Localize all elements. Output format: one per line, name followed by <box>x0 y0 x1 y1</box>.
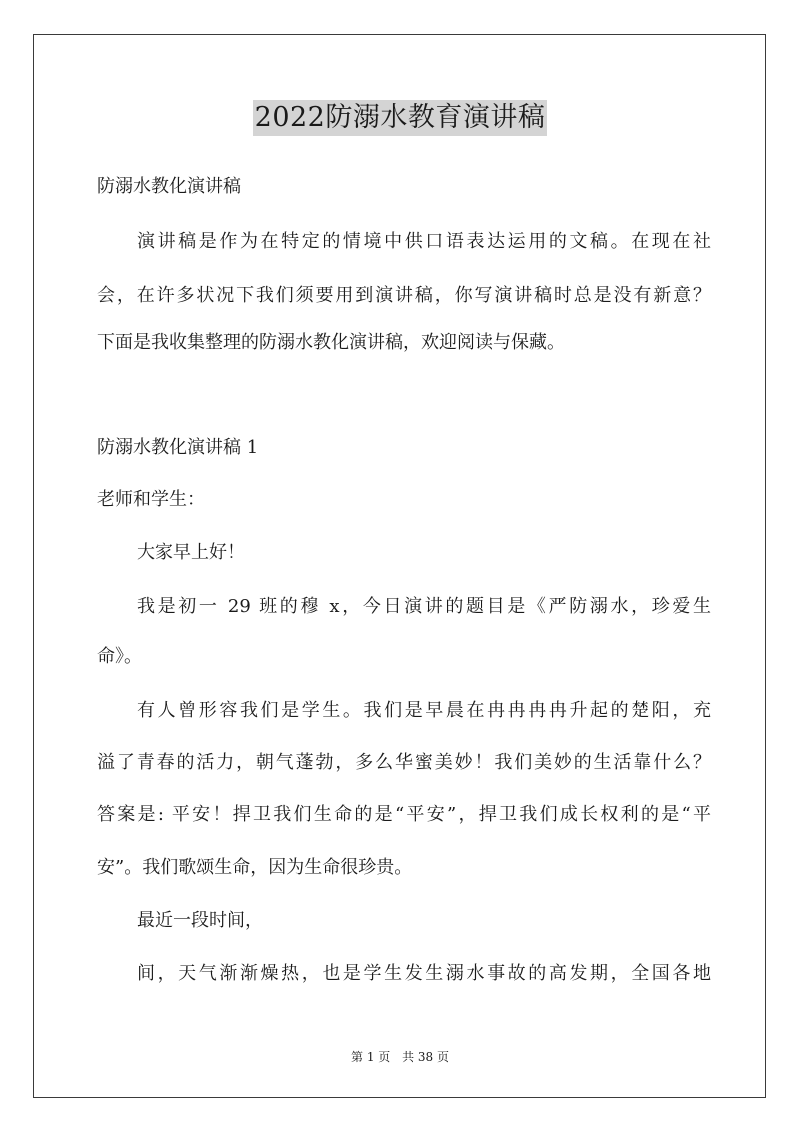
paragraph-line: 间，天气渐渐燥热，也是学生发生溺水事故的高发期，全国各地 <box>137 963 711 984</box>
paragraph-line: 最近一段时间， <box>137 910 263 931</box>
paragraph-line: 演讲稿是作为在特定的情境中供口语表达运用的文稿。在现在社 <box>137 231 711 252</box>
paragraph-line: 我是初一 29 班的穆 x，今日演讲的题目是《严防溺水，珍爱生 <box>137 596 711 617</box>
paragraph-line: 下面是我收集整理的防溺水教化演讲稿，欢迎阅读与保藏。 <box>97 332 565 353</box>
page-number: 第 1 页 <box>351 1050 391 1064</box>
paragraph-line: 答案是: 平安！捍卫我们生命的是“平安”，捍卫我们成长权利的是“平 <box>97 804 711 825</box>
paragraph-line: 溢了青春的活力，朝气蓬勃，多么华蜜美妙！我们美妙的生活靠什么？ <box>97 752 711 773</box>
document-title: 2022防溺水教育演讲稿 <box>253 100 548 136</box>
paragraph-line: 会，在许多状况下我们须要用到演讲稿，你写演讲稿时总是没有新意？ <box>97 285 711 306</box>
salutation: 老师和学生： <box>97 489 205 510</box>
greeting: 大家早上好！ <box>137 542 245 563</box>
paragraph-line: 有人曾形容我们是学生。我们是早晨在冉冉冉冉升起的楚阳，充 <box>137 700 711 721</box>
page-total: 共 38 页 <box>402 1050 449 1064</box>
paragraph-line: 安”。我们歌颂生命，因为生命很珍贵。 <box>97 857 413 878</box>
section-heading: 防溺水教化演讲稿 <box>97 176 241 197</box>
paragraph-line: 命》。 <box>97 646 142 667</box>
section-heading: 防溺水教化演讲稿 1 <box>97 437 259 458</box>
title-wrap <box>0 100 800 136</box>
page-footer <box>0 1049 800 1065</box>
